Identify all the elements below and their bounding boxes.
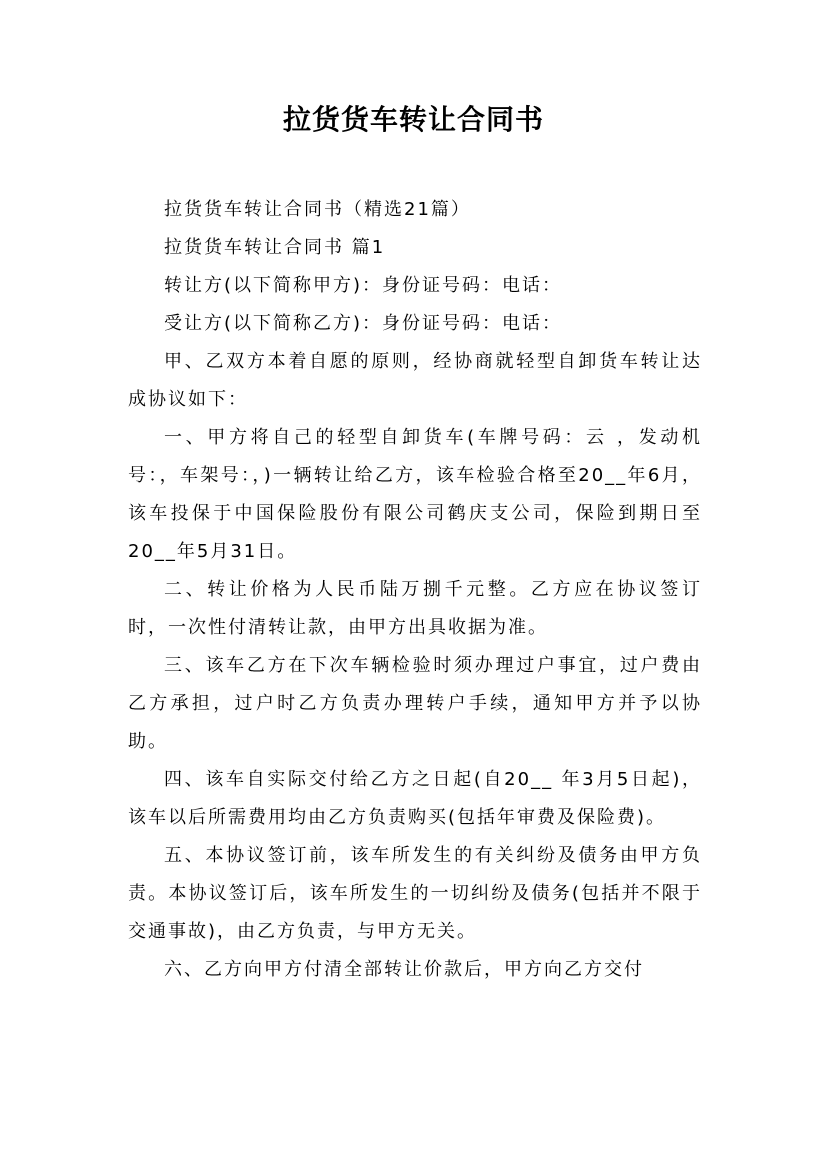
paragraph-intro: 甲、乙双方本着自愿的原则，经协商就轻型自卸货车转让达成协议如下：	[128, 351, 702, 410]
document-title: 拉货货车转让合同书	[282, 103, 544, 136]
paragraph-clause-2: 二、转让价格为人民币陆万捌千元整。乙方应在协议签订时，一次性付清转让款，由甲方出具收据为准。	[128, 579, 702, 638]
paragraph-clause-1: 一、甲方将自己的轻型自卸货车(车牌号码：云 ，发动机号：，车架号：，)一辆转让给乙方，该车检验合格至20__年6月，该车投保于中国保险股份有限公司鹤庆支公司，保险到期日至20__年5月31日。	[128, 427, 702, 562]
paragraph-subtitle: 拉货货车转让合同书（精选21篇）	[164, 199, 471, 220]
paragraph-transferee: 受让方(以下简称乙方)：身份证号码：电话：	[164, 313, 563, 334]
paragraph-transferor: 转让方(以下简称甲方)：身份证号码：电话：	[164, 275, 563, 296]
paragraph-clause-3: 三、该车乙方在下次车辆检验时须办理过户事宜，过户费由乙方承担，过户时乙方负责办理转户手续，通知甲方并予以协助。	[128, 655, 702, 752]
document-body	[128, 191, 702, 989]
paragraph-section-heading: 拉货货车转让合同书 篇1	[164, 237, 386, 258]
paragraph-clause-4: 四、该车自实际交付给乙方之日起(自20__ 年3月5日起)，该车以后所需费用均由乙方负责购买(包括年审费及保险费)。	[128, 769, 702, 828]
paragraph-clause-6: 六、乙方向甲方付清全部转让价款后，甲方向乙方交付	[164, 959, 644, 980]
paragraph-clause-5: 五、本协议签订前，该车所发生的有关纠纷及债务由甲方负责。本协议签订后，该车所发生的一切纠纷及债务(包括并不限于交通事故)，由乙方负责，与甲方无关。	[128, 845, 702, 942]
